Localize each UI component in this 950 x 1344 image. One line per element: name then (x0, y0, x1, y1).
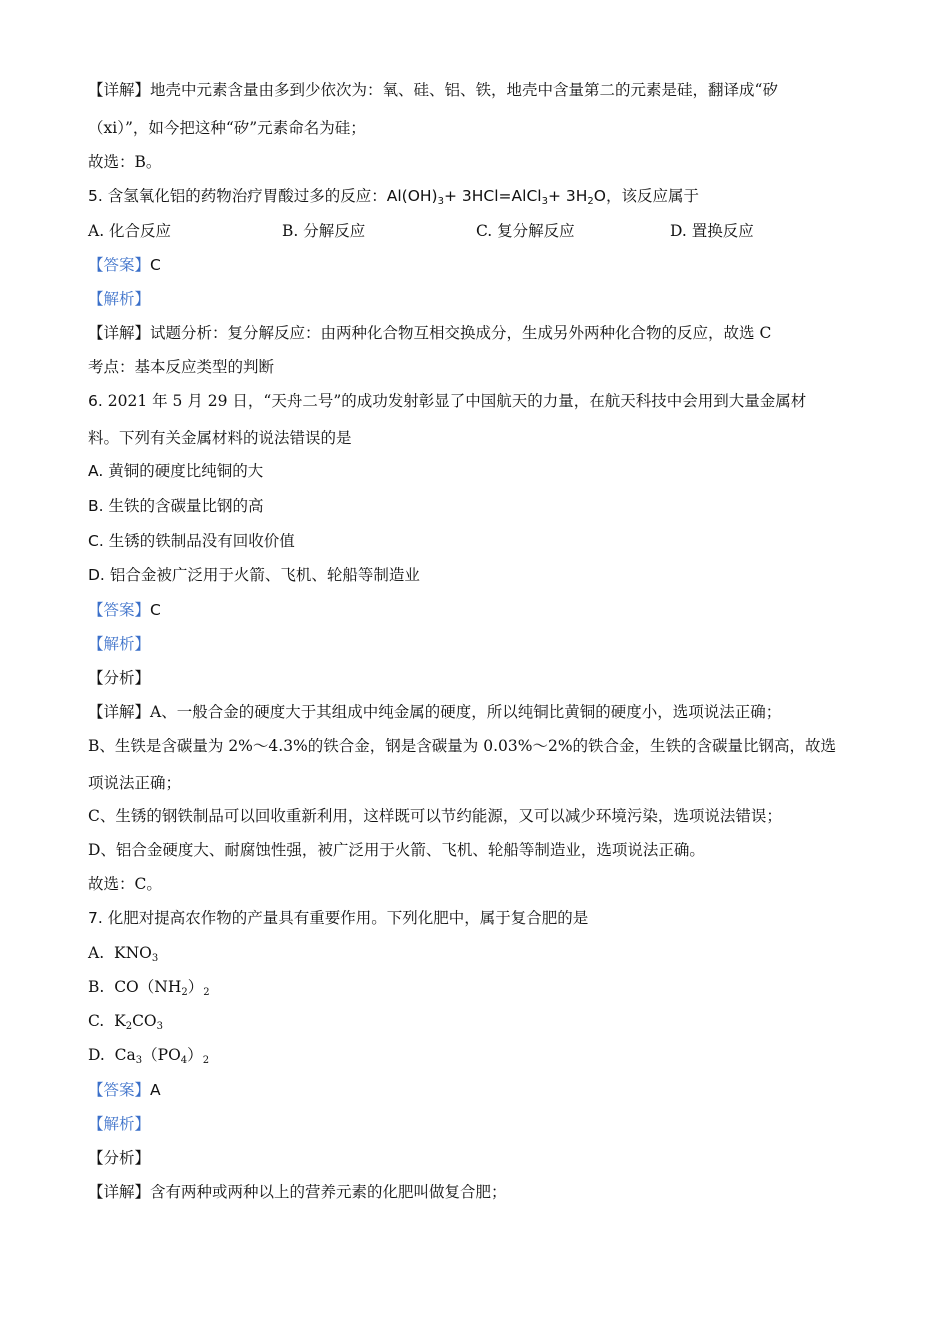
q5-detail: 【详解】试题分析：复分解反应：由两种化合物互相交换成分，生成另外两种化合物的反应，故选 C (88, 324, 772, 342)
q4-detail-line1: 【详解】地壳中元素含量由多到少依次为：氧、硅、铝、铁，地壳中含量第二的元素是硅，翻译成“矽 (88, 81, 778, 99)
q5-analysis-tag: 【解析】 (88, 290, 151, 308)
q6-stem-line1: 6. 2021 年 5 月 29 日，“天舟二号”的成功发射彰显了中国航天的力量，在航天科技中会用到大量金属材 (88, 392, 807, 410)
q6-detail-d: D、铝合金硬度大、耐腐蚀性强，被广泛用于火箭、飞机、轮船等制造业，选项说法正确。 (88, 841, 705, 859)
q5-answer: 【答案】C (88, 256, 161, 274)
q7-number: 7. (88, 909, 103, 927)
q5-kaodian: 考点：基本反应类型的判断 (88, 358, 275, 376)
q4-conclusion: 故选：B。 (88, 153, 162, 171)
detail-tag: 【详解】 (88, 81, 151, 99)
q7-option-b: B. $CO(NH_2)_2$ (88, 978, 210, 998)
q5-number: 5. (88, 187, 103, 205)
q6-option-d: D. 铝合金被广泛用于火箭、飞机、轮船等制造业 (88, 566, 420, 584)
q5-option-a: A. 化合反应 (88, 222, 172, 240)
q7-option-c: C. $K_2CO_3$ (88, 1012, 164, 1032)
q5-stem: 5. 含氢氧化铝的药物治疗胃酸过多的反应：$Al(OH)_3+$ 3HCl=AlCl$_3$+ $3H_2O$，该反应属于 (88, 187, 699, 207)
q6-detail-b2: 项说法正确； (88, 774, 182, 792)
q6-detail-c: C、生锈的钢铁制品可以回收重新利用，这样既可以节约能源，又可以减少环境污染，选项说法错误； (88, 807, 782, 825)
q6-detail-a: 【详解】A、一般合金的硬度大于其组成中纯金属的硬度，所以纯铜比黄铜的硬度小，选项说法正确； (88, 703, 782, 721)
q7-stem: 7. 化肥对提高农作物的产量具有重要作用。下列化肥中，属于复合肥的是 (88, 909, 589, 927)
q7-option-d: D. $Ca_3(PO_4)_2$ (88, 1046, 210, 1066)
q5-option-b: B. 分解反应 (282, 222, 366, 240)
q6-fenxi-tag: 【分析】 (88, 669, 151, 687)
q5-equation: $Al(OH)_3+$ 3HCl=AlCl$_3$+ $3H_2O$ (386, 187, 606, 207)
q7-option-a: A. $KNO_3$ (88, 944, 159, 964)
q6-analysis-tag: 【解析】 (88, 635, 151, 653)
q6-detail-b1: B、生铁是含碳量为 2%～4.3%的铁合金，钢是含碳量为 0.03%～2%的铁合金，生铁的含碳量比钢高，故选 (88, 737, 837, 755)
q5-option-d: D. 置换反应 (670, 222, 754, 240)
q7-fenxi-tag: 【分析】 (88, 1149, 151, 1167)
q6-stem-line2: 料。下列有关金属材料的说法错误的是 (88, 429, 352, 447)
q6-number: 6. (88, 392, 103, 410)
q6-answer: 【答案】C (88, 601, 161, 619)
q6-option-c: C. 生锈的铁制品没有回收价值 (88, 532, 295, 550)
q7-analysis-tag: 【解析】 (88, 1115, 151, 1133)
q5-option-c: C. 复分解反应 (476, 222, 575, 240)
q6-conclusion: 故选：C。 (88, 875, 162, 893)
q7-answer: 【答案】A (88, 1081, 161, 1099)
q6-option-a: A. 黄铜的硬度比纯铜的大 (88, 462, 264, 480)
q4-detail-line2: （xi）”，如今把这种“矽”元素命名为硅； (88, 119, 366, 137)
q6-option-b: B. 生铁的含碳量比钢的高 (88, 497, 264, 515)
q7-detail: 【详解】含有两种或两种以上的营养元素的化肥叫做复合肥； (88, 1183, 507, 1201)
